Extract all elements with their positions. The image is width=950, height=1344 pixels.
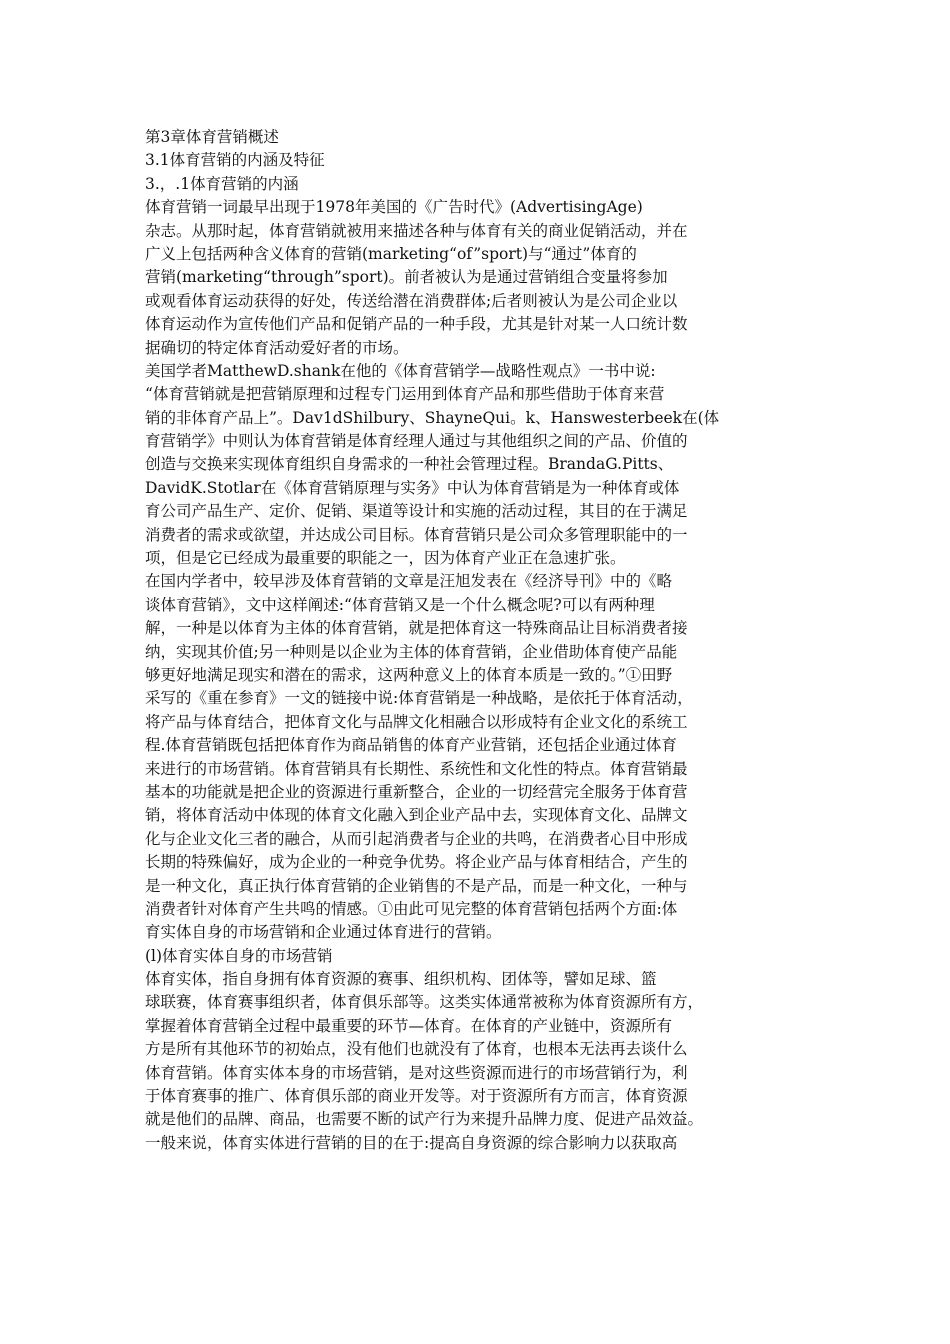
chapter-title: 第3章体育营销概述	[145, 128, 279, 146]
subsection-heading: (l)体育实体自身的市场营销	[145, 946, 333, 965]
text-line: 程.体育营销既包括把体育作为商品销售的体育产业营销，还包括企业通过体育	[145, 736, 677, 755]
text-line: 育营销学》中则认为体育营销是体育经理人通过与其他组织之间的产品、价值的	[145, 432, 688, 451]
text-line: 一般来说，体育实体进行营销的目的在于:提高自身资源的综合影响力以获取高	[145, 1133, 678, 1152]
text-line: 是一种文化，真正执行体育营销的企业销售的不是产品，而是一种文化，一种与	[145, 876, 688, 895]
text-line: 谈体育营销》，文中这样阐述:“体育营销又是一个什么概念呢?可以有两种理	[145, 595, 655, 614]
text-line: 创造与交换来实现体育组织自身需求的一种社会管理过程。BrandaG.Pitts、	[145, 455, 674, 474]
text-line: 掌握着体育营销全过程中最重要的环节—体育。在体育的产业链中，资源所有	[145, 1016, 673, 1035]
text-line: 体育运动作为宣传他们产品和促销产品的一种手段，尤其是针对某一人口统计数	[145, 315, 688, 334]
text-line: 体育实体，指自身拥有体育资源的赛事、组织机构、团体等，譬如足球、篮	[145, 970, 657, 989]
text-line: 来进行的市场营销。体育营销具有长期性、系统性和文化性的特点。体育营销最	[145, 759, 688, 778]
text-line: 消费者针对体育产生共鸣的情感。①由此可见完整的体育营销包括两个方面:体	[145, 899, 678, 918]
subsection-heading: 3.，.1体育营销的内涵	[145, 174, 299, 193]
text-line: “体育营销就是把营销原理和过程专门运用到体育产品和那些借助于体育来营	[145, 385, 665, 404]
text-line: 就是他们的品牌、商品，也需要不断的试产行为来提升品牌力度、促进产品效益。	[145, 1110, 704, 1129]
text-line: 体育营销一词最早出现于1978年美国的《广告时代》(AdvertisingAge)	[145, 198, 643, 217]
text-line: 或观看体育运动获得的好处，传送给潜在消费群体;后者则被认为是公司企业以	[145, 291, 678, 310]
text-line: 美国学者MatthewD.shank在他的《体育营销学—战略性观点》一书中说:	[145, 361, 656, 380]
text-line: 于体育赛事的推广、体育俱乐部的商业开发等。对于资源所有方而言，体育资源	[145, 1087, 688, 1106]
text-line: 育实体自身的市场营销和企业通过体育进行的营销。	[145, 923, 502, 942]
text-line: 够更好地满足现实和潜在的需求，这两种意义上的体育本质是一致的。”①田野	[145, 665, 673, 684]
text-line: 球联赛，体育赛事组织者，体育俱乐部等。这类实体通常被称为体育资源所有方，	[145, 993, 704, 1012]
text-line: 采写的《重在参育》一文的链接中说:体育营销是一种战略，是依托于体育活动，	[145, 689, 693, 708]
text-line: 育公司产品生产、定价、促销、渠道等设计和实施的活动过程，其目的在于满足	[145, 502, 688, 521]
text-line: 广义上包括两种含义体育的营销(marketing“of”sport)与“通过”体育的	[145, 244, 637, 263]
text-line: 基本的功能就是把企业的资源进行重新整合，企业的一切经营完全服务于体育营	[145, 782, 688, 801]
text-line: 体育营销。体育实体本身的市场营销，是对这些资源而进行的市场营销行为，利	[145, 1063, 688, 1082]
text-line: 长期的特殊偏好，成为企业的一种竞争优势。将企业产品与体育相结合，产生的	[145, 853, 688, 872]
text-line: 在国内学者中，较早涉及体育营销的文章是汪旭发表在《经济导刊》中的《略	[145, 572, 673, 591]
body-text	[145, 126, 745, 1155]
text-line: 据确切的特定体育活动爱好者的市场。	[145, 338, 409, 357]
text-line: 项，但是它已经成为最重要的职能之一，因为体育产业正在急速扩张。	[145, 549, 626, 568]
text-line: 化与企业文化三者的融合，从而引起消费者与企业的共鸣，在消费者心目中形成	[145, 829, 688, 848]
text-line: 将产品与体育结合，把体育文化与品牌文化相融合以形成特有企业文化的系统工	[145, 712, 688, 731]
text-line: 解，一种是以体育为主体的体育营销，就是把体育这一特殊商品让目标消费者接	[145, 619, 688, 638]
text-line: 销的非体育产品上”。Dav1dShilbury、ShayneQui。k、Hanswesterbeek在(体	[145, 408, 720, 427]
text-line: DavidK.Stotlar在《体育营销原理与实务》中认为体育营销是为一种体育或体	[145, 478, 680, 497]
text-line: 方是所有其他环节的初始点，没有他们也就没有了体育，也根本无法再去谈什么	[145, 1040, 688, 1059]
text-line: 销，将体育活动中体现的体育文化融入到企业产品中去，实现体育文化、品牌文	[145, 806, 688, 825]
text-line: 消费者的需求或欲望，并达成公司目标。体育营销只是公司众多管理职能中的一	[145, 525, 688, 544]
text-line: 纳，实现其价值;另一种则是以企业为主体的体育营销，企业借助体育使产品能	[145, 642, 678, 661]
section-heading: 3.1体育营销的内涵及特征	[145, 151, 325, 170]
text-line: 营销(marketing“through”sport)。前者被认为是通过营销组合变量将参加	[145, 268, 668, 287]
text-line: 杂志。从那时起，体育营销就被用来描述各种与体育有关的商业促销活动，并在	[145, 221, 688, 240]
